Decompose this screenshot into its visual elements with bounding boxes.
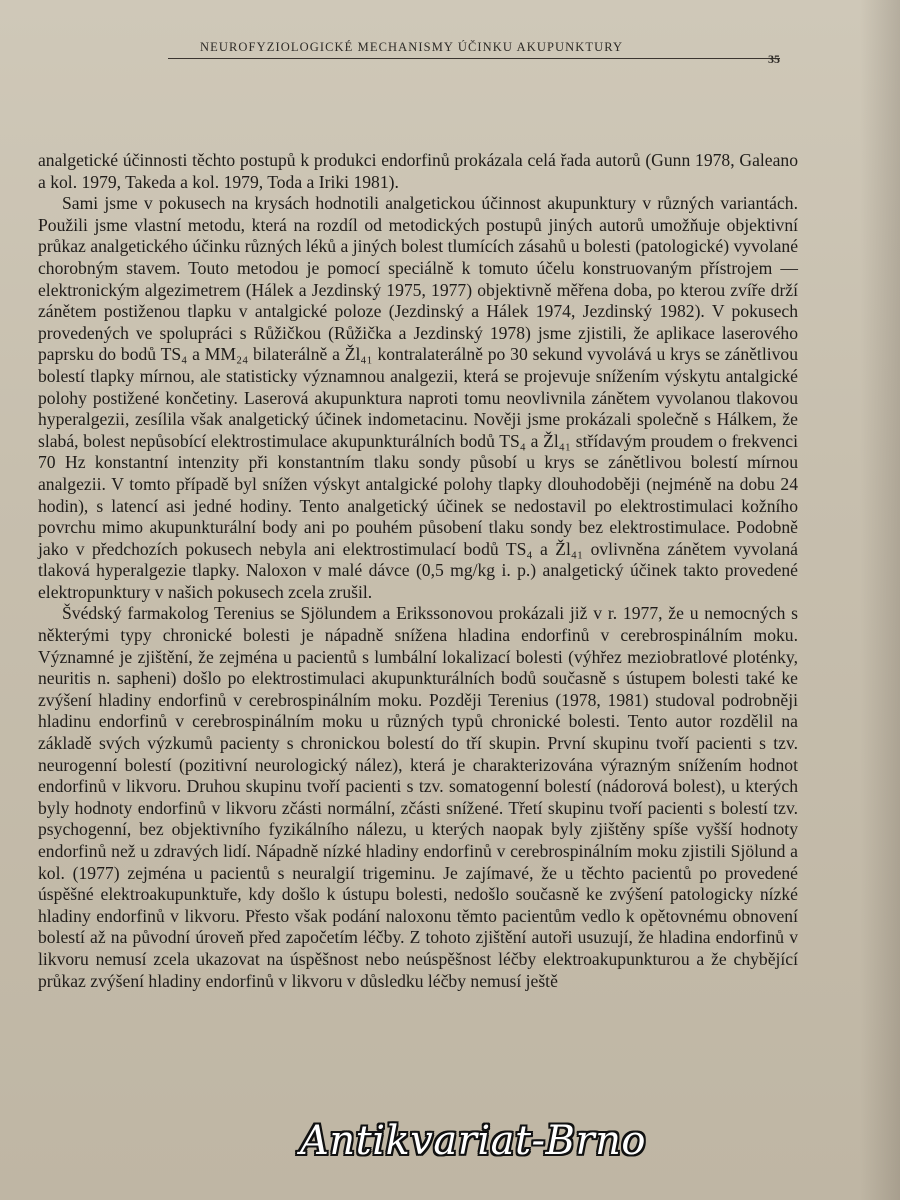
running-title: NEUROFYZIOLOGICKÉ MECHANISMY ÚČINKU AKUPUNKTURY xyxy=(200,40,624,54)
page-number: 35 xyxy=(768,52,780,66)
page-shadow xyxy=(860,0,900,1200)
paragraph: analgetické účinnosti těchto postupů k produkci endorfinů prokázala celá řada autorů (Gunn 1978, Galeano a kol. 1979, Takeda a kol. 1979, Toda a Iriki 1981). xyxy=(38,150,798,192)
paragraph: Sami jsme v pokusech na krysách hodnotili analgetickou účinnost akupunktury v různých variantách. Použili jsme vlastní metodu, která na rozdíl od metodických postupů jiných autorů umožňuje objektivní průkaz analgetického účinku různých léků a jiných bolest tlumících zásahů u bolesti (patologické) vyvolané chorobným stavem. Touto metodou je pomocí speciálně k tomuto účelu konstruovaným přístrojem — elektronickým algezimetrem (Hálek a Jezdinský 1975, 1977) objektivně měřena doba, po kterou zvíře drží zánětem postiženou tlapku v antalgické poloze (Jezdinský a Hálek 1974, Jezdinský 1982). V pokusech provedených ve spolupráci s Růžičkou (Růžička a Jezdinský 1978) jsme zjistili, že aplikace laserového paprsku do bodů TS₄ a MM₂₄ bilaterálně a Žl₄₁ kontralaterálně po 30 sekund vyvolává u krys se zánětlivou bolestí tlapky mírnou, ale statisticky významnou analgezii, která se projevuje snížením výskytu antalgické polohy postižené končetiny. Laserová akupunktura naproti tomu neovlivnila zánětem vyvolanou tlakovou hyperalgezii, zesílila však analgetický účinek indometacinu. Nověji jsme prokázali společně s Hálkem, že slabá, bolest nepůsobící elektrostimulace akupunkturálních bodů TS₄ a Žl₄₁ střídavým proudem o frekvenci 70 Hz konstantní intenzity při konstantním tlaku sondy působí u krys se zánětlivou bolestí mírnou analgezii. V tomto případě byl snížen výskyt antalgické polohy tlapky dlouhodoběji (nejméně na dobu 24 hodin), s latencí asi jedné hodiny. Tento analgetický účinek se nedostavil po elektrostimulaci kožního povrchu mimo akupunkturální body ani po pouhém působení tlaku sondy bez elektrostimulace. Podobně jako v předchozích pokusech nebyla ani elektrostimulací bodů TS₄ a Žl₄₁ ovlivněna zánětem vyvolaná tlaková hyperalgezie tlapky. Naloxon v malé dávce (0,5 mg/kg i. p.) analgetický účinek takto provedené elektropunktury v našich pokusech zcela zrušil. xyxy=(38,193,798,602)
watermark: Antikvariat-Brno xyxy=(300,1118,646,1164)
paragraph: Švédský farmakolog Terenius se Sjölundem a Erikssonovou prokázali již v r. 1977, že u nemocných s některými typy chronické bolesti je nápadně snížena hladina endorfinů v cerebrospinálním moku. Významné je zjištění, že zejména u pacientů s lumbální lokalizací bolesti (výhřez meziobratlové ploténky, neuritis n. sapheni) došlo po elektrostimulaci akupunkturálních bodů současně s ústupem bolesti také ke zvýšení hladiny endorfinů v cerebrospinálním moku. Později Terenius (1978, 1981) studoval podrobněji hladinu endorfinů v cerebrospinálním moku u různých typů chronické bolesti. Tento autor rozdělil na základě svých výzkumů pacienty s chronickou bolestí do tří skupin. První skupinu tvoří pacienti s tzv. neurogenní bolestí (pozitivní neurologický nález), která je charakterizována výrazným snížením hodnot endorfinů v likvoru. Druhou skupinu tvoří pacienti s tzv. somatogenní bolestí (nádorová bolest), u kterých byly hodnoty endorfinů v likvoru zčásti normální, zčásti snížené. Třetí skupinu tvoří pacienti s bolestí tzv. psychogenní, bez objektivního fyzikálního nálezu, u kterých naopak byly zjištěny spíše vyšší hodnoty endorfinů než u zdravých lidí. Nápadně nízké hladiny endorfinů v cerebrospinálním moku zjistili Sjölund a kol. (1977) zejména u pacientů s neuralgií trigeminu. Je zajímavé, že u těchto pacientů po provedené úspěšné elektroakupunktuře, kdy došlo k ústupu bolesti, nedošlo současně ke zvýšení patologicky nízké hladiny endorfinů v likvoru. Přesto však podání naloxonu těmto pacientům vedlo k opětovnému obnovení bolestí až na původní úroveň před započetím léčby. Z tohoto zjištění autoři usuzují, že hladina endorfinů v likvoru nemusí zcela ukazovat na úspěšnost nebo neúspěšnost léčby elektroakupunkturou a že chybějící průkaz zvýšení hladiny endorfinů v likvoru v důsledku léčby nemusí ještě xyxy=(38,603,798,991)
body-text xyxy=(38,150,798,992)
running-head xyxy=(168,40,780,66)
